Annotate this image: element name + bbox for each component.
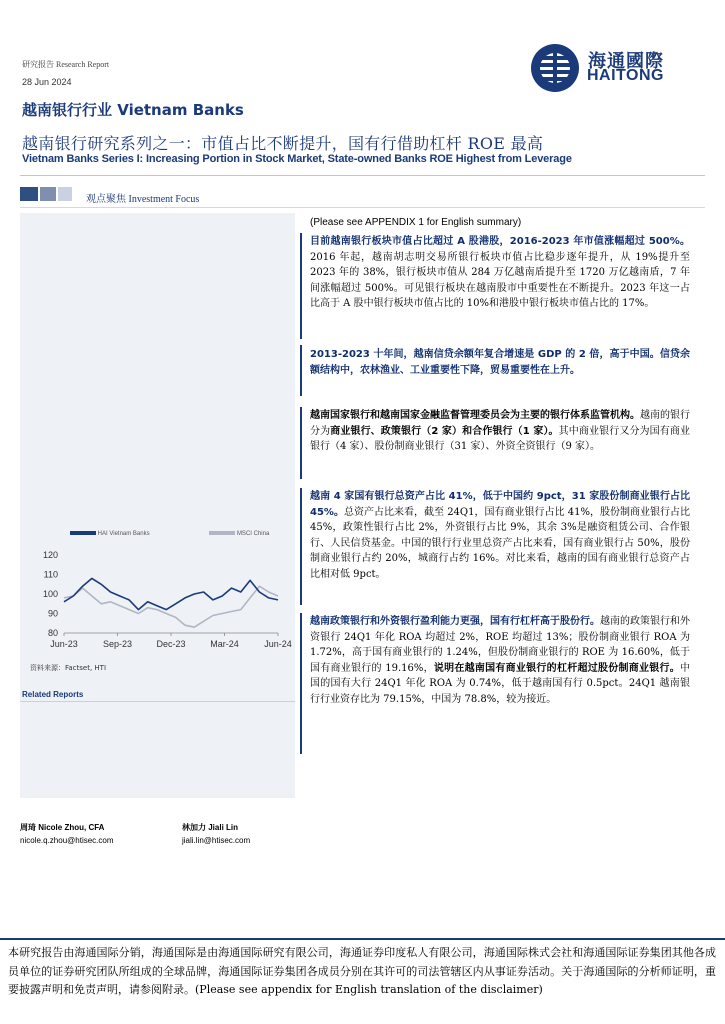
section-1-headline: 目前越南银行板块市值占比超过 A 股港股，2016-2023 年市值涨幅超过 500%。 [310, 236, 690, 247]
x-tick-label: Jun-24 [264, 639, 292, 649]
legend-label-vietnam: HAI Vietnam Banks [97, 531, 150, 537]
analyst-2-name: 林加力 Jiali Lin [182, 823, 239, 832]
footer-divider [0, 938, 725, 940]
y-tick-label: 100 [42, 589, 58, 599]
section-3-marker [300, 407, 302, 479]
legend-swatch-msci [209, 531, 235, 535]
focus-divider [20, 207, 705, 208]
section-3-body-b: 其中商业银行又分为国有商业银行（4 家）、股份制商业银行（31 家）、外资全资银行（9 家）。 [310, 425, 691, 453]
logo-name-en: HAITONG [587, 67, 664, 84]
focus-section-3 [310, 408, 690, 455]
chart-source: 资料来源：Factset, HTI [30, 664, 107, 672]
logo-name-cn: 海通國際 [588, 51, 664, 72]
section-1-marker [300, 233, 302, 339]
section-3-headline: 越南国家银行和越南国家金融监督管理委员会为主要的银行体系监管机构。 [310, 410, 640, 421]
focus-bar-decoration [20, 187, 72, 201]
x-tick-label: Dec-23 [156, 639, 186, 649]
section-4-marker [300, 488, 302, 605]
section-2-headline: 2013-2023 十年间，越南信贷余额年复合增速是 GDP 的 2 倍，高于中国。信贷余额结构中，农林渔业、工业重要性下降，贸易重要性在上升。 [310, 349, 690, 376]
chart-legend [70, 531, 269, 537]
y-tick-label: 90 [47, 608, 58, 619]
focus-section-4 [310, 489, 690, 583]
section-5-headline: 越南政策银行和外资银行盈利能力更强，国有行杠杆高于股份行。 [310, 616, 600, 627]
focus-section-5 [310, 614, 690, 708]
focus-section-2 [310, 347, 690, 378]
logo-emblem-icon [530, 43, 580, 93]
y-tick-label: 120 [42, 550, 58, 560]
disclaimer-text: 本研究报告由海通国际分销，海通国际是由海通国际研究有限公司，海通证券印度私人有限公司，海通国际株式会社和海通国际证券集团其他各成员单位的证券研究团队所组成的全球品牌，海通国际证券集团各成员分别在其许可的司法管辖区内从事证券活动。关于海通国际的分析师证明，重要披露声明和免责声明，请参阅附录。(Please see appendix for English translation of the disclaimer) [8, 946, 716, 996]
header-divider [20, 175, 705, 176]
sidebar-panel [20, 213, 295, 798]
report-title-cn: 越南银行研究系列之一：市值占比不断提升，国有行借助杠杆 ROE 最高 [22, 134, 544, 153]
section-4-body: 总资产占比来看，截至 24Q1，国有商业银行占比 41%，股份制商业银行占比 45%，政策性银行占比 2%，外资银行占比 9%，其余 3%是融资租赁公司、合作银行、人民信贷基金。中国的银行行业里总资产占比来看，国有商业银行占 50%，股份制商业银行占约 20%，城商行占约 16%。对比来看，越南的国有商业银行总资产占比相对低 9pct。 [310, 506, 690, 580]
sector-title: 越南银行行业 Vietnam Banks [22, 101, 244, 119]
section-4-headline: 越南 4 家国有银行总资产占比 41%，低于中国约 9pct，31 家股份制商业银行占比 45%。 [310, 491, 690, 518]
report-type: 研究报告 Research Report [22, 60, 110, 69]
focus-section-1 [310, 234, 690, 312]
section-5-marker [300, 613, 302, 754]
section-3-emphasis: 商业银行、政策银行（2 家）和合作银行（1 家）。 [330, 425, 559, 437]
investment-focus-label: 观点聚焦 Investment Focus [86, 194, 200, 205]
report-date: 28 Jun 2024 [22, 77, 72, 87]
section-5-body-b: 中国的国有大行 24Q1 年化 ROA 为 0.74%，低于越南国有行 0.5pct。24Q1 越南银行行业资存比为 79.15%，中国为 78.8%，较为接近。 [310, 662, 691, 705]
section-5-emphasis: 说明在越南国有商业银行的杠杆超过股份制商业银行。 [433, 662, 681, 674]
index-performance-chart [30, 543, 292, 659]
section-3-body-a: 越南的银行分为 [310, 410, 690, 437]
english-summary-note: (Please see APPENDIX 1 for English summary) [310, 217, 522, 228]
analyst-1-name: 周琦 Nicole Zhou, CFA [20, 823, 105, 832]
section-2-marker [300, 345, 302, 396]
section-5-body-a: 越南的政策银行和外资银行 24Q1 年化 ROA 均超过 2%，ROE 均超过 13%；股份制商业银行 ROA 为 1.72%，高于国有商业银行的 1.24%，但股份制商业银行的 ROE 为 16.60%，低于国有商业银行的 19.16%， [310, 616, 690, 674]
analyst-2 [182, 821, 250, 847]
analyst-1-email[interactable]: nicole.q.zhou@htisec.com [20, 836, 114, 845]
section-1-body: 2016 年起，越南胡志明交易所银行板块市值占比稳步逐年提升，从 19%提升至 2023 年的 38%，银行板块市值从 284 万亿越南盾提升至 1720 万亿越南盾，7 年间涨幅超过 500%。可见银行板块在越南股市中重要性在不断提升。2023 年这一占比高于 A 股中银行板块市值占比的 10%和港股中银行板块市值占比的 17%。 [310, 251, 690, 310]
y-tick-label: 80 [47, 628, 58, 638]
related-divider [20, 701, 295, 702]
related-reports-heading: Related Reports [22, 690, 84, 699]
x-tick-label: Jun-23 [50, 639, 78, 649]
x-tick-label: Mar-24 [210, 639, 239, 649]
legend-label-msci: MSCI China [236, 531, 270, 537]
analyst-2-email[interactable]: jiali.lin@htisec.com [182, 836, 251, 845]
y-tick-label: 110 [43, 569, 58, 580]
analyst-1 [20, 821, 114, 847]
report-title-en: Vietnam Banks Series I: Increasing Portion in Stock Market, State-owned Banks ROE Highest from Leverage [22, 153, 572, 165]
x-tick-label: Sep-23 [102, 639, 133, 649]
haitong-logo [530, 43, 580, 93]
legend-swatch-vietnam [70, 531, 96, 535]
series-line-hai-vietnam-banks [64, 578, 278, 609]
